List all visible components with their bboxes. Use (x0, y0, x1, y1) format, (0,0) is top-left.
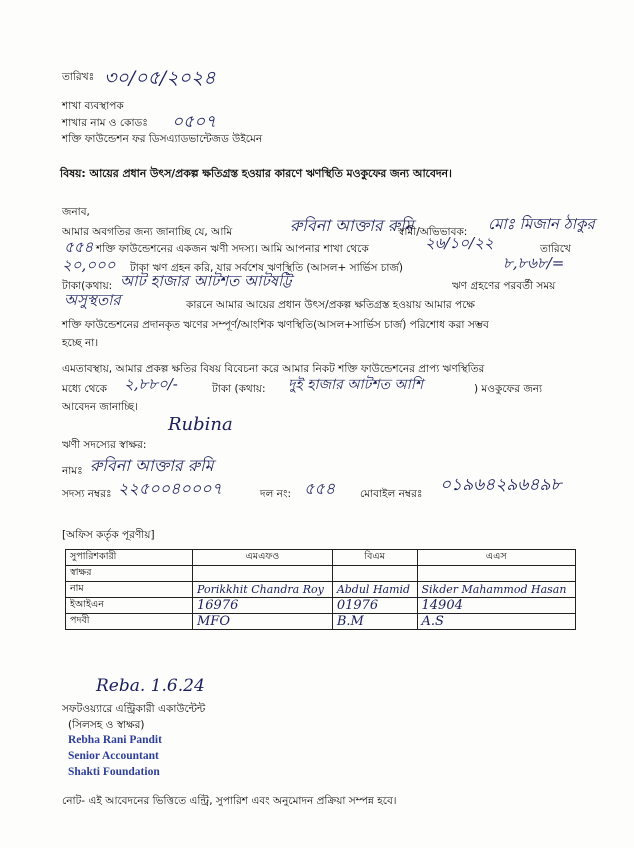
row-label-signature: স্বাক্ষর (66, 566, 193, 582)
org-name: শক্তি ফাউন্ডেশন ফর ডিসএ্যাডভান্টেজড উইমেন (62, 133, 263, 145)
office-label: [অফিস কর্তৃক পূরণীয়] (62, 529, 155, 541)
line-manager: শাখা ব্যবস্থাপক (62, 100, 124, 112)
body-line-6: শক্তি ফাউন্ডেশনের প্রদানকৃত ঋণের সম্পূর্ণ/আংশিক ঋণস্থিতি(আসল+সার্ভিস চার্জ) পরিশোধ করা সম্ভব (62, 319, 489, 331)
body-line-4a: টাকা(কথায়: (62, 280, 113, 292)
request-line-1: এমতাবস্থায়, আমার প্রকল্প ক্ষতির বিষয় বিবেচনা করে আমার নিকট শক্তি ফাউন্ডেশনের প্রাপ্য ঋণস্থিতির (62, 363, 485, 375)
accountant-label: সফটওয়্যারে এন্ট্রিকারী একাউন্টেন্ট (62, 703, 206, 715)
member-signature: Rubina (168, 414, 233, 435)
group-label: দল নং: (260, 488, 292, 500)
header-mfo: এমএফও (193, 550, 333, 566)
row-label-name: নাম (66, 582, 193, 598)
body-line-4b: ঋণ গ্রহণের পরবর্তী সময় (452, 280, 556, 292)
accountant-signature: Reba. 1.6.24 (96, 676, 205, 696)
request-line-2c: ) মওকুফের জন্য (474, 383, 543, 395)
mfo-signature (193, 566, 333, 582)
member-name-handwritten: রুবিনা আক্তার রুমি (90, 456, 214, 475)
stamp-title: Senior Accountant (68, 750, 159, 762)
loan-date-handwritten: ২৬/১০/২২ (425, 234, 494, 252)
reason-handwritten: অসুস্থতার (64, 291, 121, 309)
member-signature-label: ঋণী সদস্যের স্বাক্ষর: (62, 439, 147, 451)
as-ein: 14904 (417, 598, 576, 614)
as-signature (417, 566, 576, 582)
request-line-3: আবেদন জানাচ্ছি। (62, 401, 138, 413)
salutation: জনাব, (62, 206, 90, 218)
header-as: এএস (417, 550, 576, 566)
bm-designation: B.M (332, 614, 417, 630)
header-bm: বিএম (332, 550, 417, 566)
bm-ein: 01976 (332, 598, 417, 614)
branch-label: শাখার নাম ও কোডঃ (62, 117, 148, 129)
body-line-5a: কারনে আমার আয়ের প্রধান উৎস/প্রকল্প ক্ষতিগ্রস্ত হওয়ায় আমার পক্ষে (186, 299, 475, 311)
guardian-name-handwritten: মোঃ মিজান ঠাকুর (488, 215, 595, 233)
request-line-2a: মধ্যে থেকে (62, 383, 107, 395)
date-value: ৩০/০৫/২০২৪ (104, 67, 216, 89)
waive-amount-handwritten: ২,৮৮০/- (124, 375, 178, 393)
request-line-2b: টাকা (কথায়: (212, 383, 266, 395)
row-label-designation: পদবী (66, 614, 193, 630)
as-name: Sikder Mahammod Hasan (417, 582, 576, 598)
member-number-handwritten: ২২৫০০৪০০০৭ (118, 479, 222, 498)
mobile-label: মোবাইল নম্বরঃ (360, 488, 423, 500)
group-number-handwritten: ৫৫৪ (304, 479, 336, 498)
body-line-2b: তারিখে (540, 243, 571, 255)
footer-note: নোট- এই আবেদনের ভিত্তিতে এন্ট্রি, সুপারিশ এবং অনুমোদন প্রক্রিয়া সম্পন্ন হবে। (62, 795, 397, 807)
stamp-name: Rebha Rani Pandit (68, 734, 162, 746)
body-line-2a: শক্তি ফাউন্ডেশনের একজন ঋণী সদস্য। আমি আপনার শাখা থেকে (96, 243, 369, 255)
row-label-ein: ইআইএন (66, 598, 193, 614)
mobile-number-handwritten: ০১৯৬৪২৯৬৪৯৮ (440, 475, 562, 495)
member-group-handwritten: ৫৫৪ (64, 238, 94, 256)
branch-code: ০৫০৭ (172, 112, 217, 132)
seal-label: (সিলসহ ও স্বাক্ষর) (68, 719, 145, 731)
bm-name: Abdul Hamid (332, 582, 417, 598)
member-number-label: সদস্য নম্বরঃ (62, 488, 112, 500)
waive-amount-words-handwritten: দুই হাজার আটশত আশি (288, 377, 424, 393)
header-recommender: সুপারিশকারী (66, 550, 193, 566)
mfo-ein: 16976 (193, 598, 333, 614)
body-line-1b: স্বামী/অভিভাবক: (398, 226, 468, 238)
body-line-7: হচ্ছে না। (62, 337, 99, 349)
member-name-label: নামঃ (62, 465, 83, 477)
subject-line: বিষয়: আয়ের প্রধান উৎস/প্রকল্প ক্ষতিগ্রস্ত হওয়ার কারণে ঋণস্থিতি মওকুফের জন্য আবেদন। (60, 167, 452, 180)
date-label: তারিখঃ (62, 71, 95, 83)
stamp-org: Shakti Foundation (68, 766, 160, 778)
applicant-name-handwritten: রুবিনা আক্তার রুমি (290, 216, 414, 235)
recommendation-table (65, 549, 576, 630)
body-line-3a: টাকা ঋণ গ্রহন করি, যার সর্বশেষ ঋণস্থিতি (আসল+ সার্ভিস চার্জ) (130, 262, 403, 274)
mfo-designation: MFO (193, 614, 333, 630)
body-line-1a: আমার অবগতির জন্য জানাচ্ছি যে, আমি (62, 226, 233, 238)
balance-handwritten: ৮,৮৬৮/= (503, 254, 565, 272)
balance-words-handwritten: আট হাজার আটশত আটষট্টি (120, 272, 292, 290)
mfo-name: Porikkhit Chandra Roy (193, 582, 333, 598)
as-designation: A.S (417, 614, 576, 630)
loan-amount-handwritten: ২০,০০০ (62, 256, 116, 274)
bm-signature (332, 566, 417, 582)
